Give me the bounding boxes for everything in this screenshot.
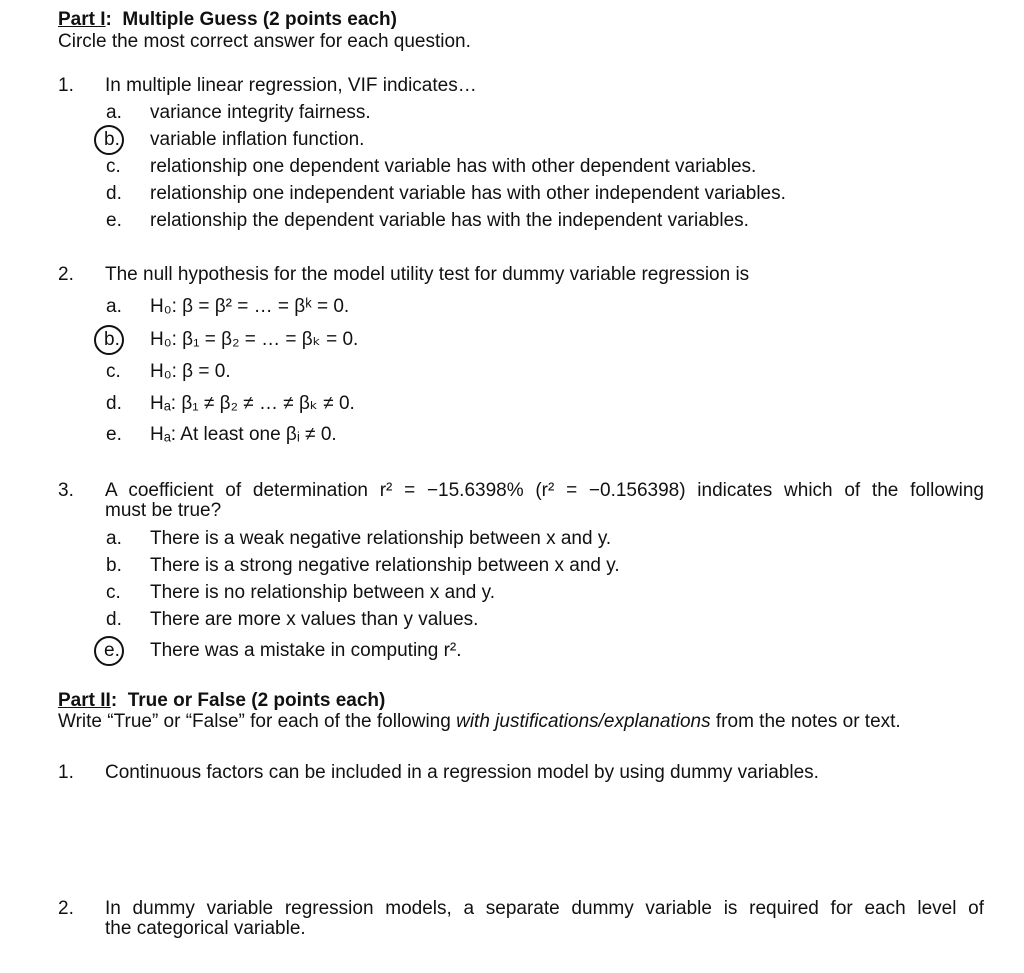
q1-option-b-letter: b. <box>104 129 120 150</box>
q2-option-e-letter: e. <box>106 424 122 445</box>
q3-option-c-letter: c. <box>106 582 121 603</box>
q3-option-b-letter: b. <box>106 555 122 576</box>
q3-option-d-letter: d. <box>106 609 122 630</box>
part2-title: True or False (2 points each) <box>127 690 386 711</box>
tf2-statement-line1: In dummy variable regression models, a separate dummy variable is required for each level of <box>105 898 984 919</box>
q1-stem: In multiple linear regression, VIF indicates… <box>105 75 477 96</box>
part1-label: Part I <box>58 9 106 30</box>
q2-option-c-letter: c. <box>106 361 121 382</box>
q3-option-e-letter: e. <box>104 640 120 661</box>
q2-option-b-text: H₀: β₁ = β₂ = … = βₖ = 0. <box>150 329 359 350</box>
part2-heading: Part II: True or False (2 points each) <box>58 690 386 711</box>
q2-stem: The null hypothesis for the model utility test for dummy variable regression is <box>105 264 750 285</box>
part2-label: Part II <box>58 690 111 711</box>
tf2-statement-line2: the categorical variable. <box>105 918 306 939</box>
q3-stem-line2: must be true? <box>105 500 222 521</box>
q2-number: 2. <box>58 264 74 285</box>
part2-instruction <box>58 711 901 733</box>
q2-option-b-letter: b. <box>104 329 120 350</box>
q2-option-d-letter: d. <box>106 393 122 414</box>
part1-title: Multiple Guess (2 points each) <box>122 9 397 30</box>
q3-option-d-text: There are more x values than y values. <box>150 609 479 630</box>
q1-option-c-letter: c. <box>106 156 121 177</box>
q1-option-e-text: relationship the dependent variable has with the independent variables. <box>150 210 749 231</box>
q1-option-d-letter: d. <box>106 183 122 204</box>
q3-option-e-text: There was a mistake in computing r². <box>150 640 462 661</box>
part2-instruction-start: Write “True” or “False” for each of the following <box>58 711 457 732</box>
tf1-statement: Continuous factors can be included in a regression model by using dummy variables. <box>105 762 819 783</box>
q3-option-b-text: There is a strong negative relationship between x and y. <box>150 555 620 576</box>
q3-option-a-text: There is a weak negative relationship between x and y. <box>150 528 612 549</box>
tf2-number: 2. <box>58 898 74 919</box>
q2-option-e-text: Hₐ: At least one βᵢ ≠ 0. <box>150 424 337 445</box>
part2-instruction-italic: with justifications/explanations <box>456 711 711 732</box>
q3-number: 3. <box>58 480 74 501</box>
part2-instruction-end: from the notes or text. <box>710 711 901 732</box>
q2-option-a-letter: a. <box>106 296 122 317</box>
part1-instruction: Circle the most correct answer for each question. <box>58 31 471 52</box>
tf1-number: 1. <box>58 762 74 783</box>
q2-option-d-text: Hₐ: β₁ ≠ β₂ ≠ … ≠ βₖ ≠ 0. <box>150 393 355 414</box>
part1-heading: Part I: Multiple Guess (2 points each) <box>58 9 397 30</box>
q1-option-e-letter: e. <box>106 210 122 231</box>
q1-option-d-text: relationship one independent variable has with other independent variables. <box>150 183 786 204</box>
q3-option-c-text: There is no relationship between x and y. <box>150 582 496 603</box>
q1-number: 1. <box>58 75 74 96</box>
q1-option-a-text: variance integrity fairness. <box>150 102 371 123</box>
q2-option-c-text: H₀: β = 0. <box>150 361 231 382</box>
q3-stem-line1: A coefficient of determination r² = −15.6398% (r² = −0.156398) indicates which of the following <box>105 480 984 501</box>
q1-option-a-letter: a. <box>106 102 122 123</box>
q1-option-b-text: variable inflation function. <box>150 129 365 150</box>
q3-option-a-letter: a. <box>106 528 122 549</box>
q2-option-a-text: H₀: β = β² = … = βᵏ = 0. <box>150 296 350 317</box>
q1-option-c-text: relationship one dependent variable has with other dependent variables. <box>150 156 757 177</box>
